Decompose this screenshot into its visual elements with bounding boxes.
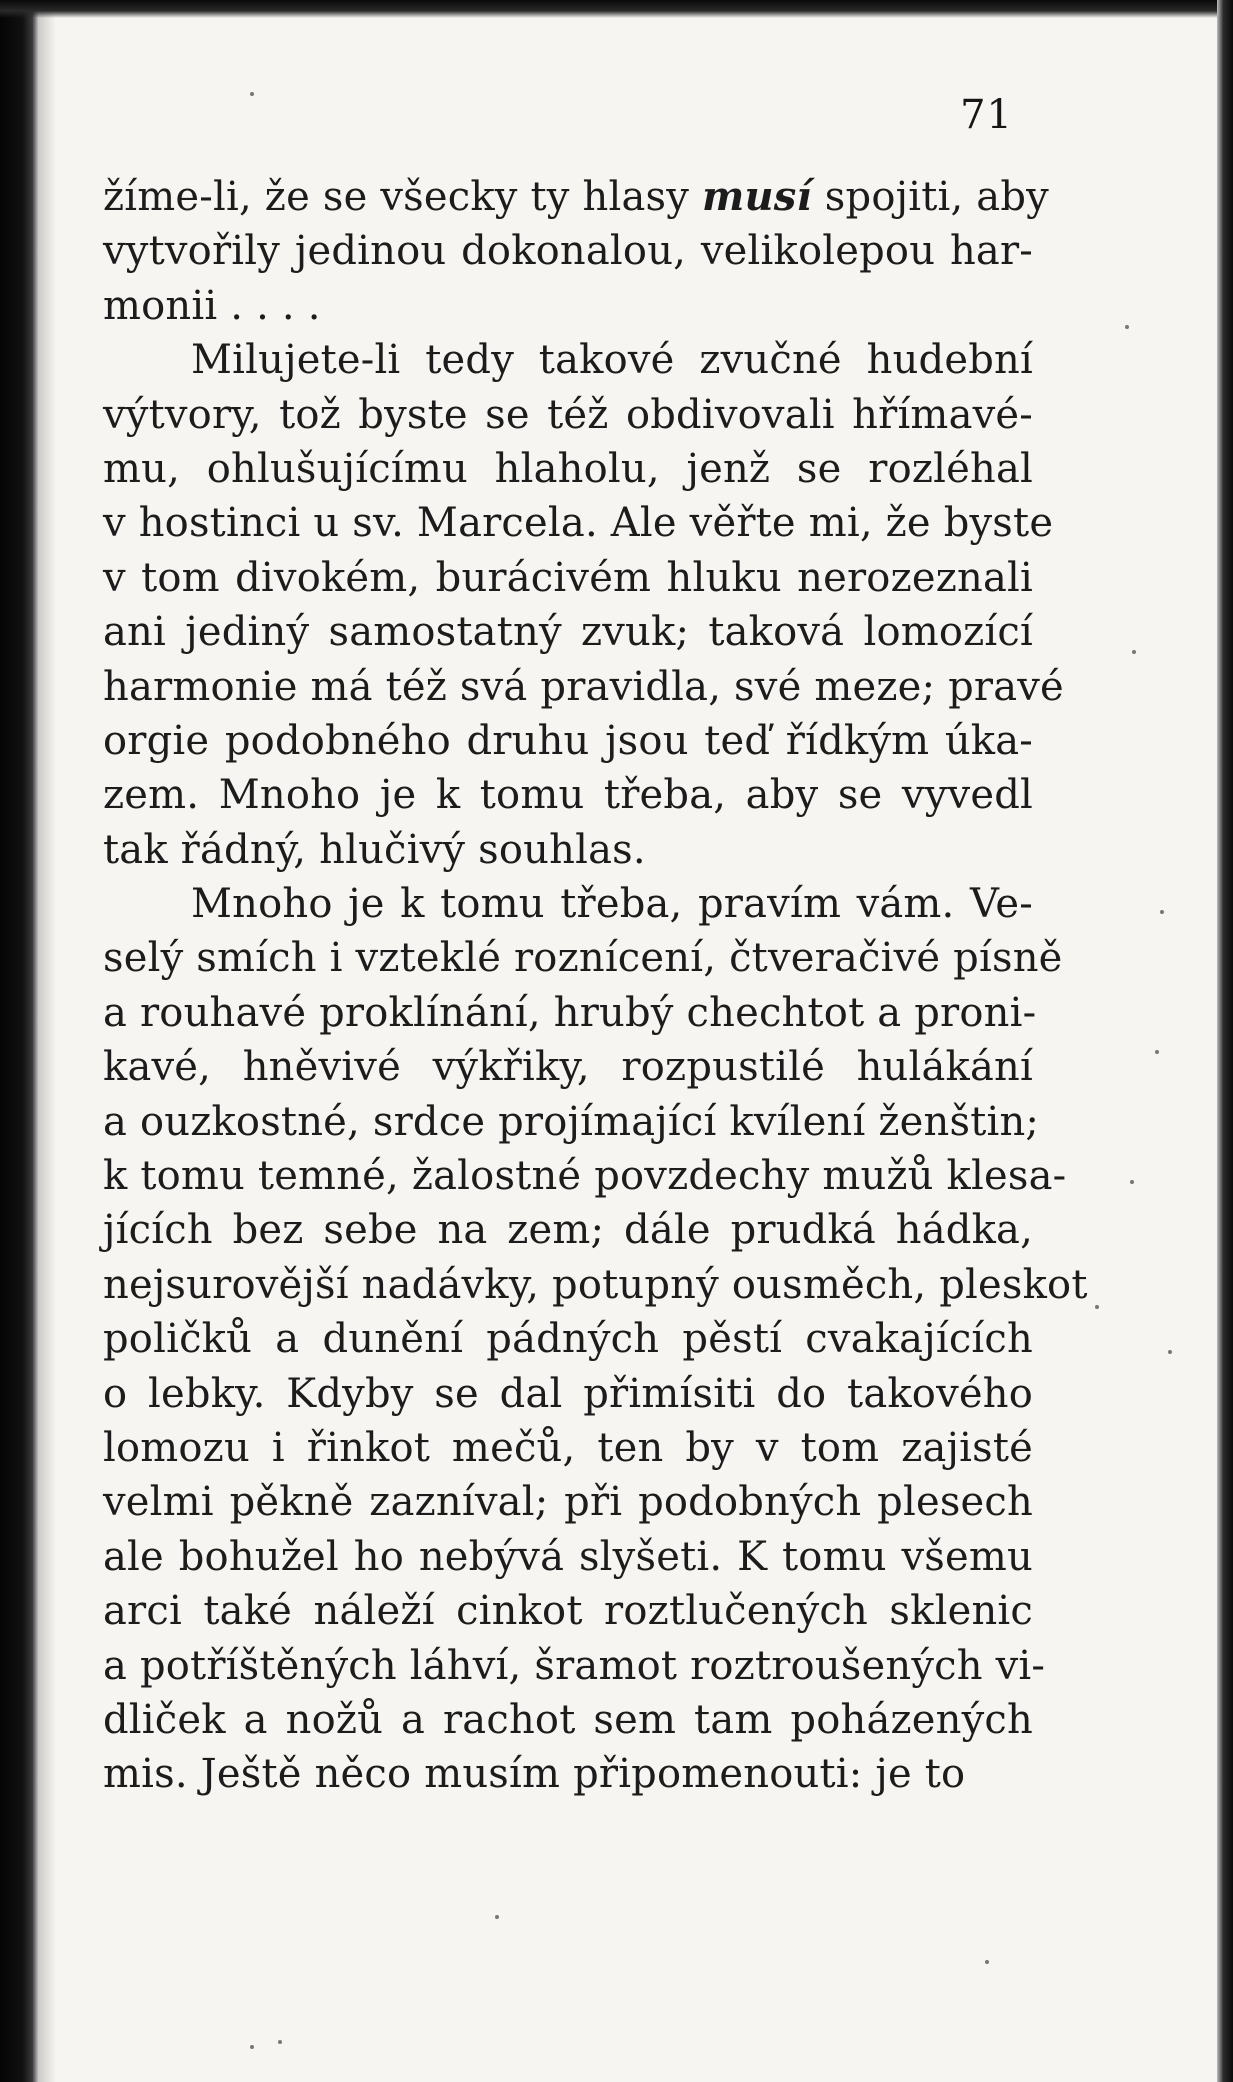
text-line: v hostinci u sv. Marcela. Ale věřte mi, že byste — [103, 500, 1054, 547]
text-line: dliček a nožů a rachot sem tam poházených — [103, 1696, 1033, 1743]
text-line: kavé, hněvivé výkřiky, rozpustilé hulákání — [103, 1044, 1033, 1091]
text-line: mis. Ještě něco musím připomenouti: je to — [103, 1751, 966, 1798]
text-line: ale bohužel ho nebývá slyšeti. K tomu všemu — [103, 1533, 1033, 1580]
text-line: nejsurovější nadávky, potupný ousměch, pleskot — [103, 1261, 1088, 1308]
gutter-shadow — [38, 0, 56, 2082]
text-line: velmi pěkně zazníval; při podobných plesech — [103, 1479, 1033, 1526]
text-line: selý smích i vzteklé roznícení, čtveračivé písně — [103, 935, 1063, 982]
text-line: harmonie má též svá pravidla, své meze; pravé — [103, 663, 1064, 710]
text-line: Mnoho je k tomu třeba, pravím vám. Ve- — [191, 881, 1033, 928]
page-number: 71 — [960, 92, 1013, 138]
text-line: vytvořily jedinou dokonalou, velikolepou har- — [103, 228, 1033, 275]
text-line: poličků a dunění pádných pěstí cvakajících — [103, 1316, 1033, 1363]
text-line: Milujete-li tedy takové zvučné hudební — [191, 337, 1033, 384]
text-line: tak řádný, hlučivý souhlas. — [103, 826, 646, 873]
right-edge-shadow — [1217, 0, 1233, 2082]
text-line: výtvory, tož byste se též obdivovali hřímavé- — [103, 391, 1033, 438]
text-line: mu, ohlušujícímu hlaholu, jenž se rozléhal — [103, 445, 1033, 492]
text-line: arci také náleží cinkot roztlučených sklenic — [103, 1588, 1033, 1635]
text-line: lomozu i řinkot mečů, ten by v tom zajisté — [103, 1424, 1033, 1471]
text-line: o lebky. Kdyby se dal přimísiti do takového — [103, 1370, 1033, 1417]
text-line: a ouzkostné, srdce projímající kvílení ženštin; — [103, 1098, 1040, 1145]
text-line: orgie podobného druhu jsou teď řídkým úka- — [103, 717, 1033, 764]
text-line: k tomu temné, žalostné povzdechy mužů klesa- — [103, 1153, 1067, 1200]
text-line: v tom divokém, burácivém hluku nerozeznali — [103, 554, 1033, 601]
body-text — [103, 170, 1088, 1802]
text-line: a rouhavé proklínání, hrubý chechtot a proni- — [103, 989, 1037, 1036]
top-edge-shadow — [0, 0, 1233, 18]
text-line: jících bez sebe na zem; dále prudká hádka, — [103, 1207, 1033, 1254]
text-line: žíme-li, že se všecky ty hlasy musí spojiti, aby — [103, 173, 1049, 220]
text-line: ani jediný samostatný zvuk; taková lomozící — [103, 609, 1033, 656]
text-line: zem. Mnoho je k tomu třeba, aby se vyvedl — [103, 772, 1033, 819]
binding-gutter — [0, 0, 38, 2082]
text-line: a potříštěných láhví, šramot roztroušených vi- — [103, 1642, 1046, 1689]
text-line: monii . . . . — [103, 282, 321, 329]
